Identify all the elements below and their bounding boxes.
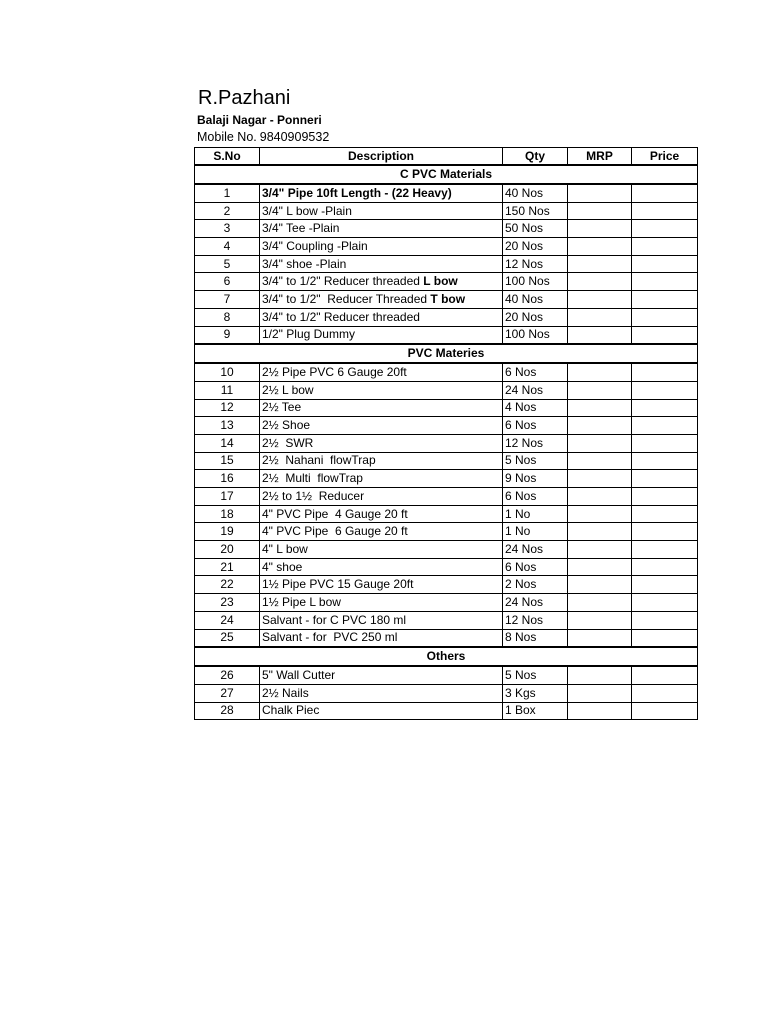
- table-row: [195, 399, 698, 417]
- cell-qty: 1 No: [503, 523, 568, 541]
- cell-price: [632, 220, 698, 238]
- cell-price: [632, 684, 698, 702]
- section-row: [195, 165, 698, 184]
- table-row: [195, 523, 698, 541]
- table-row: [195, 434, 698, 452]
- column-header-description: Description: [260, 148, 503, 166]
- header-mobile: [197, 129, 329, 145]
- cell-description: [260, 417, 503, 435]
- table-row: [195, 702, 698, 720]
- cell-price: [632, 273, 698, 291]
- cell-mrp: [568, 326, 632, 344]
- cell-price: [632, 629, 698, 647]
- cell-price: [632, 488, 698, 506]
- section-row: [195, 647, 698, 666]
- column-header-price: Price: [632, 148, 698, 166]
- cell-qty: 6 Nos: [503, 363, 568, 381]
- cell-description: [260, 255, 503, 273]
- description-text: Salvant - for C PVC 180 ml: [262, 612, 407, 627]
- cell-description: [260, 558, 503, 576]
- cell-sno: 18: [195, 505, 260, 523]
- cell-sno: 2: [195, 202, 260, 220]
- table-row: [195, 255, 698, 273]
- description-text: 2½ L bow: [262, 382, 314, 397]
- description-text: 4" shoe: [262, 559, 303, 574]
- table-row: [195, 470, 698, 488]
- cell-description: [260, 434, 503, 452]
- cell-price: [632, 470, 698, 488]
- cell-sno: 24: [195, 611, 260, 629]
- cell-price: [632, 523, 698, 541]
- cell-sno: 22: [195, 576, 260, 594]
- table-row: [195, 629, 698, 647]
- cell-qty: 5 Nos: [503, 666, 568, 684]
- table-row: [195, 558, 698, 576]
- cell-mrp: [568, 202, 632, 220]
- table-row: [195, 505, 698, 523]
- column-header-qty: Qty: [503, 148, 568, 166]
- column-header-mrp: MRP: [568, 148, 632, 166]
- cell-description: [260, 326, 503, 344]
- cell-description: [260, 576, 503, 594]
- description-text: 3/4" to 1/2" Reducer threaded: [262, 309, 420, 324]
- cell-sno: 7: [195, 291, 260, 309]
- description-text: 3/4" to 1/2" Reducer threaded: [262, 274, 424, 289]
- description-emphasis: T bow: [430, 291, 466, 306]
- cell-price: [632, 666, 698, 684]
- cell-description: [260, 291, 503, 309]
- table-row: [195, 541, 698, 559]
- cell-sno: 10: [195, 363, 260, 381]
- cell-qty: 6 Nos: [503, 488, 568, 506]
- cell-qty: 4 Nos: [503, 399, 568, 417]
- cell-mrp: [568, 381, 632, 399]
- cell-qty: 20 Nos: [503, 238, 568, 256]
- cell-mrp: [568, 255, 632, 273]
- cell-description: [260, 470, 503, 488]
- header-address: Balaji Nagar - Ponneri: [197, 113, 322, 127]
- description-text: 2½ Shoe: [262, 418, 311, 433]
- table-row: [195, 184, 698, 202]
- cell-sno: 13: [195, 417, 260, 435]
- mobile-number: 9840909532: [259, 130, 330, 144]
- cell-mrp: [568, 541, 632, 559]
- description-text: 3/4" Pipe 10ft Length - (22 Heavy): [262, 185, 452, 200]
- cell-mrp: [568, 417, 632, 435]
- table-header: [195, 148, 698, 166]
- section-row: [195, 344, 698, 363]
- cell-price: [632, 611, 698, 629]
- description-text: 2½ SWR: [262, 435, 314, 450]
- cell-qty: 8 Nos: [503, 629, 568, 647]
- cell-mrp: [568, 488, 632, 506]
- cell-price: [632, 326, 698, 344]
- cell-qty: 100 Nos: [503, 326, 568, 344]
- cell-mrp: [568, 505, 632, 523]
- description-text: 2½ Multi flowTrap: [262, 471, 363, 486]
- cell-sno: 16: [195, 470, 260, 488]
- table-row: [195, 684, 698, 702]
- description-text: 1½ Pipe L bow: [262, 594, 341, 609]
- cell-mrp: [568, 452, 632, 470]
- table-row: [195, 308, 698, 326]
- cell-qty: 150 Nos: [503, 202, 568, 220]
- cell-mrp: [568, 629, 632, 647]
- cell-sno: 11: [195, 381, 260, 399]
- table-row: [195, 576, 698, 594]
- materials-table: [194, 147, 698, 720]
- cell-mrp: [568, 238, 632, 256]
- cell-description: [260, 452, 503, 470]
- cell-sno: 20: [195, 541, 260, 559]
- cell-mrp: [568, 702, 632, 720]
- cell-qty: 40 Nos: [503, 291, 568, 309]
- cell-sno: 25: [195, 629, 260, 647]
- cell-price: [632, 452, 698, 470]
- cell-qty: 100 Nos: [503, 273, 568, 291]
- cell-price: [632, 702, 698, 720]
- cell-mrp: [568, 291, 632, 309]
- cell-sno: 21: [195, 558, 260, 576]
- description-text: 3/4" Coupling -Plain: [262, 238, 368, 253]
- cell-qty: 12 Nos: [503, 611, 568, 629]
- table-row: [195, 488, 698, 506]
- cell-mrp: [568, 363, 632, 381]
- cell-sno: 6: [195, 273, 260, 291]
- cell-sno: 28: [195, 702, 260, 720]
- table-row: [195, 363, 698, 381]
- cell-qty: 9 Nos: [503, 470, 568, 488]
- cell-sno: 26: [195, 666, 260, 684]
- table-row: [195, 666, 698, 684]
- mobile-label: Mobile No.: [197, 130, 257, 144]
- cell-price: [632, 576, 698, 594]
- cell-qty: 2 Nos: [503, 576, 568, 594]
- section-title: PVC Materies: [195, 344, 698, 363]
- cell-price: [632, 558, 698, 576]
- cell-description: [260, 381, 503, 399]
- description-text: Chalk Piec: [262, 703, 320, 718]
- cell-description: [260, 273, 503, 291]
- cell-price: [632, 381, 698, 399]
- table-row: [195, 594, 698, 612]
- cell-price: [632, 541, 698, 559]
- cell-price: [632, 238, 698, 256]
- cell-description: [260, 666, 503, 684]
- cell-description: [260, 399, 503, 417]
- cell-qty: 6 Nos: [503, 417, 568, 435]
- cell-description: [260, 505, 503, 523]
- cell-qty: 6 Nos: [503, 558, 568, 576]
- cell-mrp: [568, 399, 632, 417]
- cell-mrp: [568, 220, 632, 238]
- cell-sno: 3: [195, 220, 260, 238]
- cell-qty: 24 Nos: [503, 594, 568, 612]
- cell-mrp: [568, 611, 632, 629]
- cell-sno: 9: [195, 326, 260, 344]
- cell-mrp: [568, 523, 632, 541]
- description-text: Salvant - for PVC 250 ml: [262, 630, 398, 645]
- table-row: [195, 238, 698, 256]
- cell-description: [260, 611, 503, 629]
- cell-qty: 24 Nos: [503, 381, 568, 399]
- cell-sno: 5: [195, 255, 260, 273]
- cell-mrp: [568, 558, 632, 576]
- description-text: 3/4" to 1/2" Reducer Threaded: [262, 291, 431, 306]
- table-row: [195, 273, 698, 291]
- description-text: 5" Wall Cutter: [262, 668, 336, 683]
- cell-mrp: [568, 594, 632, 612]
- cell-description: [260, 629, 503, 647]
- cell-description: [260, 702, 503, 720]
- description-text: 2½ Nahani flowTrap: [262, 453, 376, 468]
- description-text: 2½ Tee: [262, 400, 302, 415]
- cell-price: [632, 417, 698, 435]
- table-row: [195, 452, 698, 470]
- description-text: 4" L bow: [262, 541, 308, 556]
- description-text: 2½ Pipe PVC 6 Gauge 20ft: [262, 365, 407, 380]
- cell-mrp: [568, 470, 632, 488]
- cell-description: [260, 363, 503, 381]
- table-row: [195, 220, 698, 238]
- cell-sno: 19: [195, 523, 260, 541]
- cell-qty: 50 Nos: [503, 220, 568, 238]
- cell-description: [260, 308, 503, 326]
- cell-sno: 15: [195, 452, 260, 470]
- cell-mrp: [568, 434, 632, 452]
- table-row: [195, 611, 698, 629]
- table-row: [195, 326, 698, 344]
- description-text: 3/4" Tee -Plain: [262, 221, 340, 236]
- description-text: 1/2" Plug Dummy: [262, 327, 355, 342]
- cell-description: [260, 541, 503, 559]
- description-text: 1½ Pipe PVC 15 Gauge 20ft: [262, 577, 414, 592]
- cell-mrp: [568, 576, 632, 594]
- cell-sno: 1: [195, 184, 260, 202]
- cell-sno: 12: [195, 399, 260, 417]
- cell-sno: 27: [195, 684, 260, 702]
- cell-price: [632, 594, 698, 612]
- cell-price: [632, 202, 698, 220]
- header-name: R.Pazhani: [198, 87, 291, 109]
- cell-qty: 24 Nos: [503, 541, 568, 559]
- cell-description: [260, 220, 503, 238]
- cell-description: [260, 594, 503, 612]
- cell-description: [260, 202, 503, 220]
- cell-price: [632, 184, 698, 202]
- description-text: 2½ Nails: [262, 685, 309, 700]
- section-title: C PVC Materials: [195, 165, 698, 184]
- cell-qty: 1 No: [503, 505, 568, 523]
- table-row: [195, 381, 698, 399]
- cell-description: [260, 184, 503, 202]
- cell-qty: 12 Nos: [503, 434, 568, 452]
- cell-description: [260, 488, 503, 506]
- cell-sno: 8: [195, 308, 260, 326]
- cell-description: [260, 684, 503, 702]
- cell-mrp: [568, 308, 632, 326]
- cell-price: [632, 308, 698, 326]
- table-row: [195, 417, 698, 435]
- cell-price: [632, 291, 698, 309]
- cell-mrp: [568, 184, 632, 202]
- section-title: Others: [195, 647, 698, 666]
- cell-sno: 14: [195, 434, 260, 452]
- cell-price: [632, 434, 698, 452]
- cell-qty: 1 Box: [503, 702, 568, 720]
- table-row: [195, 202, 698, 220]
- cell-price: [632, 363, 698, 381]
- cell-price: [632, 399, 698, 417]
- description-emphasis: L bow: [423, 274, 458, 289]
- cell-description: [260, 238, 503, 256]
- column-header-sno: S.No: [195, 148, 260, 166]
- cell-qty: 3 Kgs: [503, 684, 568, 702]
- header-row: [195, 148, 698, 166]
- cell-sno: 4: [195, 238, 260, 256]
- cell-mrp: [568, 666, 632, 684]
- description-text: 4" PVC Pipe 4 Gauge 20 ft: [262, 506, 408, 521]
- cell-price: [632, 505, 698, 523]
- cell-qty: 20 Nos: [503, 308, 568, 326]
- description-text: 3/4" shoe -Plain: [262, 256, 347, 271]
- cell-sno: 23: [195, 594, 260, 612]
- table-body: [195, 165, 698, 720]
- cell-mrp: [568, 273, 632, 291]
- cell-price: [632, 255, 698, 273]
- cell-qty: 40 Nos: [503, 184, 568, 202]
- description-text: 3/4" L bow -Plain: [262, 203, 352, 218]
- cell-sno: 17: [195, 488, 260, 506]
- table-row: [195, 291, 698, 309]
- cell-description: [260, 523, 503, 541]
- cell-qty: 5 Nos: [503, 452, 568, 470]
- cell-mrp: [568, 684, 632, 702]
- cell-qty: 12 Nos: [503, 255, 568, 273]
- description-text: 2½ to 1½ Reducer: [262, 488, 365, 503]
- description-text: 4" PVC Pipe 6 Gauge 20 ft: [262, 524, 408, 539]
